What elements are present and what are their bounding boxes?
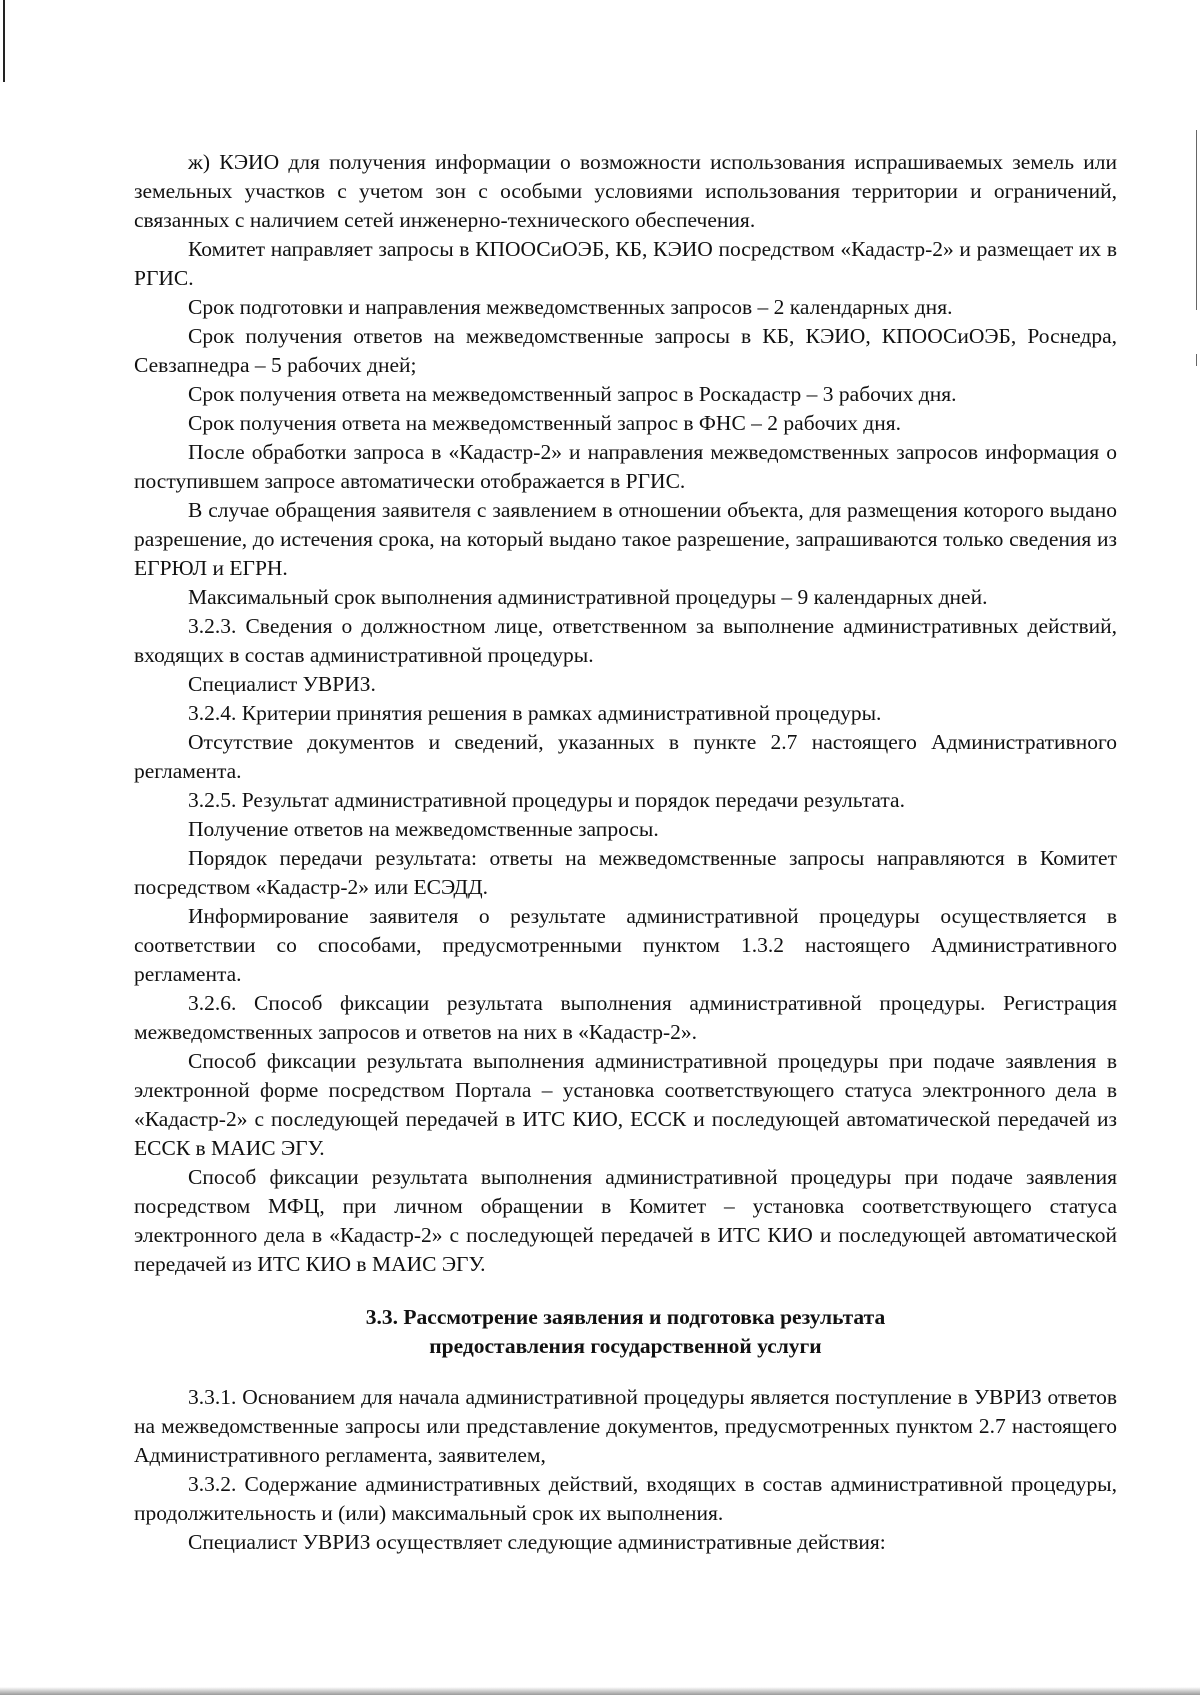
paragraph: 3.2.4. Критерии принятия решения в рамках административной процедуры. bbox=[188, 701, 882, 725]
scan-mark-right-small bbox=[1196, 354, 1197, 366]
scan-bottom-edge bbox=[0, 1687, 1200, 1695]
paragraph: Комитет направляет запросы в КПООСиОЭБ, КБ, КЭИО посредством «Кадастр-2» и размещает их в РГИС. bbox=[134, 237, 1117, 290]
paragraph: Максимальный срок выполнения административной процедуры – 9 календарных дней. bbox=[188, 585, 988, 609]
paragraph: Срок получения ответов на межведомственные запросы в КБ, КЭИО, КПООСиОЭБ, Роснедра, Севзапнедра – 5 рабочих дней; bbox=[134, 324, 1117, 377]
scan-mark-left bbox=[3, 0, 5, 82]
paragraph: 3.2.6. Способ фиксации результата выполнения административной процедуры. Регистрация межведомственных запросов и ответов на них в «Кадастр-2». bbox=[134, 991, 1117, 1044]
paragraph: 3.3.1. Основанием для начала административной процедуры является поступление в УВРИЗ ответов на межведомственные запросы или представление документов, предусмотренных пунктом 2.7 настоящего Административного регламента, заявителем, bbox=[134, 1385, 1117, 1467]
paragraph: Срок получения ответа на межведомственный запрос в ФНС – 2 рабочих дня. bbox=[188, 411, 901, 435]
paragraph: 3.2.5. Результат административной процедуры и порядок передачи результата. bbox=[188, 788, 905, 812]
section-title bbox=[134, 1303, 1117, 1361]
paragraph: Способ фиксации результата выполнения административной процедуры при подаче заявления в электронной форме посредством Портала – установка соответствующего статуса электронного дела в «Кадастр-2» с последующей передачей в ИТС КИО, ЕССК и последующей автоматической передачей из ЕССК в МАИС ЭГУ. bbox=[134, 1049, 1117, 1160]
paragraph: Специалист УВРИЗ осуществляет следующие административные действия: bbox=[188, 1530, 886, 1554]
paragraph: ж) КЭИО для получения информации о возможности использования испрашиваемых земель или земельных участков с учетом зон с особыми условиями использования территории и ограничений, связанных с наличием сетей инженерно-технического обеспечения. bbox=[134, 150, 1117, 232]
paragraph: Срок получения ответа на межведомственный запрос в Роскадастр – 3 рабочих дня. bbox=[188, 382, 957, 406]
paragraph: Порядок передачи результата: ответы на межведомственные запросы направляются в Комитет посредством «Кадастр-2» или ЕСЭДД. bbox=[134, 846, 1117, 899]
paragraph: Срок подготовки и направления межведомственных запросов – 2 календарных дня. bbox=[188, 295, 953, 319]
paragraph: Способ фиксации результата выполнения административной процедуры при подаче заявления посредством МФЦ, при личном обращении в Комитет – установка соответствующего статуса электронного дела в «Кадастр-2» с последующей передачей в ИТС КИО и последующей автоматической передачей из ИТС КИО в МАИС ЭГУ. bbox=[134, 1165, 1117, 1276]
section-title-line-1: 3.3. Рассмотрение заявления и подготовка результата bbox=[365, 1305, 886, 1329]
document-body bbox=[134, 148, 1117, 1557]
paragraph: 3.2.3. Сведения о должностном лице, ответственном за выполнение административных действий, входящих в состав административной процедуры. bbox=[134, 614, 1117, 667]
scan-mark-right bbox=[1196, 130, 1197, 310]
section-title-line-2: предоставления государственной услуги bbox=[429, 1334, 822, 1358]
paragraph: После обработки запроса в «Кадастр-2» и направления межведомственных запросов информация о поступившем запросе автоматически отображается в РГИС. bbox=[134, 440, 1117, 493]
paragraph: В случае обращения заявителя с заявлением в отношении объекта, для размещения которого выдано разрешение, до истечения срока, на который выдано такое разрешение, запрашиваются только сведения из ЕГРЮЛ и ЕГРН. bbox=[134, 498, 1117, 580]
paragraph: Получение ответов на межведомственные запросы. bbox=[188, 817, 659, 841]
paragraph: Специалист УВРИЗ. bbox=[188, 672, 376, 696]
paragraph: Информирование заявителя о результате административной процедуры осуществляется в соответствии со способами, предусмотренными пунктом 1.3.2 настоящего Административного регламента. bbox=[134, 904, 1117, 986]
paragraph: Отсутствие документов и сведений, указанных в пункте 2.7 настоящего Административного регламента. bbox=[134, 730, 1117, 783]
paragraph: 3.3.2. Содержание административных действий, входящих в состав административной процедуры, продолжительность и (или) максимальный срок их выполнения. bbox=[134, 1472, 1117, 1525]
